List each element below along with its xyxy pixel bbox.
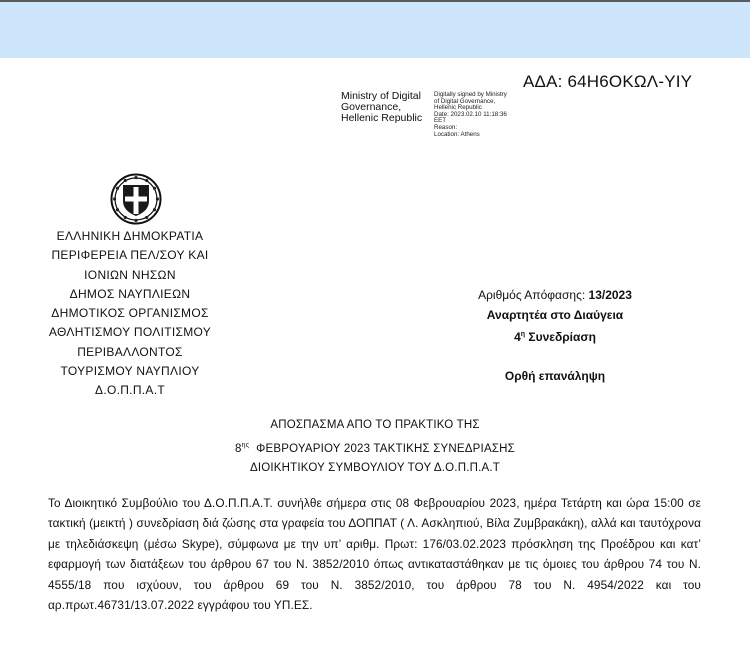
decision-number-label: Αριθμός Απόφασης: bbox=[478, 288, 589, 302]
hellenic-republic-emblem-icon bbox=[110, 173, 162, 225]
decision-block bbox=[440, 286, 670, 386]
signature-detail-line: Date: 2023.02.10 11:18:36 bbox=[434, 110, 507, 118]
signature-signer bbox=[341, 91, 422, 124]
excerpt-line: ΑΠΟΣΠΑΣΜΑ ΑΠΟ ΤΟ ΠΡΑΚΤΙΚΟ ΤΗΣ bbox=[270, 419, 480, 431]
signature-signer-line: Governance, bbox=[341, 101, 402, 113]
issuer-block bbox=[20, 227, 240, 401]
signature-signer-line: Hellenic Republic bbox=[341, 112, 423, 124]
ada-code: ΑΔΑ: 64Η6ΟΚΩΛ-ΥΙΥ bbox=[523, 72, 693, 91]
signature-detail-line: EET bbox=[434, 117, 447, 125]
correct-repetition: Ορθή επανάληψη bbox=[504, 368, 606, 383]
session-number: $4^\eta$ Συνεδρίαση bbox=[514, 330, 596, 344]
diavgeia-posted: Αναρτητέα στο Διαύγεια bbox=[486, 307, 624, 322]
signature-details bbox=[434, 92, 507, 138]
issuer-line: ΙΟΝΙΩΝ ΝΗΣΩΝ bbox=[84, 267, 176, 282]
minutes-paragraph: Το Διοικητικό Συμβούλιο του Δ.Ο.Π.Π.Α.Τ. συνήλθε σήμερα στις 08 Φεβρουαρίου 2023, ημέρα Τετάρτη και ώρα 15:00 σε τακτική (μεικτή ) συνεδρίαση διά ζώσης στα γραφεία του ΔΟΠΠΑΤ ( Λ. Ασκληπιού, Βίλα Ζυμβρακάκη), αλλά και ταυτόχρονα με τηλεδιάσκεψη (μέσω Skype), σύμφωνα με την υπ’ αριθμ. Πρωτ: 176/03.02.2023 πρόσκληση της Προέδρου και κατ’ εφαρμογή των διατάξεων του άρθρου 67 του Ν. 3852/2010 όπως αντικαταστάθηκαν με τις όμοιες του άρθρου 74 του Ν. 4555/18 που ισχύουν, του άρθρου 69 του Ν. 3852/2010, του άρθρου 78 του Ν. 4954/2022 και του αρ.πρωτ.46731/13.07.2022 εγγράφου του ΥΠ.ΕΣ. bbox=[48, 496, 701, 613]
excerpt-line: ΔΙΟΙΚΗΤΙΚΟΥ ΣΥΜΒΟΥΛΙΟΥ ΤΟΥ Δ.Ο.Π.Π.Α.Τ bbox=[249, 462, 500, 474]
signature-detail-line: Digitally signed by Ministry bbox=[434, 91, 507, 98]
issuer-line: ΠΕΡΙΦΕΡΕΙΑ ΠΕΛ/ΣΟΥ ΚΑΙ bbox=[51, 248, 209, 263]
viewer-toolbar bbox=[0, 0, 750, 58]
document-page bbox=[0, 58, 750, 647]
excerpt-line: $8^{\eta\varsigma}$ ΦΕΒΡΟΥΑΡΙΟΥ 2023 ΤΑΚΤΙΚΗΣ ΣΥΝΕΔΡΙΑΣΗΣ bbox=[235, 441, 515, 455]
issuer-line: ΕΛΛΗΝΙΚΗ ΔΗΜΟΚΡΑΤΙΑ bbox=[56, 229, 204, 243]
signature-signer-line: Ministry of Digital bbox=[341, 90, 421, 102]
issuer-line: ΔΗΜΟΣ ΝΑΥΠΛΙΕΩΝ bbox=[69, 286, 191, 301]
issuer-line: ΑΘΛΗΤΙΣΜΟΥ ΠΟΛΙΤΙΣΜΟΥ bbox=[48, 325, 212, 340]
decision-number-value: 13/2023 bbox=[588, 288, 632, 302]
issuer-line: ΠΕΡΙΒΑΛΛΟΝΤΟΣ bbox=[77, 344, 183, 359]
signature-detail-line: of Digital Governance, bbox=[434, 97, 496, 105]
signature-detail-line: Location: Athens bbox=[434, 130, 480, 138]
issuer-line: Δ.Ο.Π.Π.Α.Τ bbox=[95, 383, 165, 398]
signature-detail-line: Reason: bbox=[434, 123, 458, 131]
issuer-line: ΔΗΜΟΤΙΚΟΣ ΟΡΓΑΝΙΣΜΟΣ bbox=[51, 306, 209, 321]
signature-detail-line: Hellenic Republic bbox=[434, 104, 482, 112]
excerpt-heading bbox=[120, 416, 630, 479]
decision-number bbox=[440, 286, 670, 306]
issuer-line: ΤΟΥΡΙΣΜΟΥ ΝΑΥΠΛΙΟΥ bbox=[60, 364, 200, 379]
